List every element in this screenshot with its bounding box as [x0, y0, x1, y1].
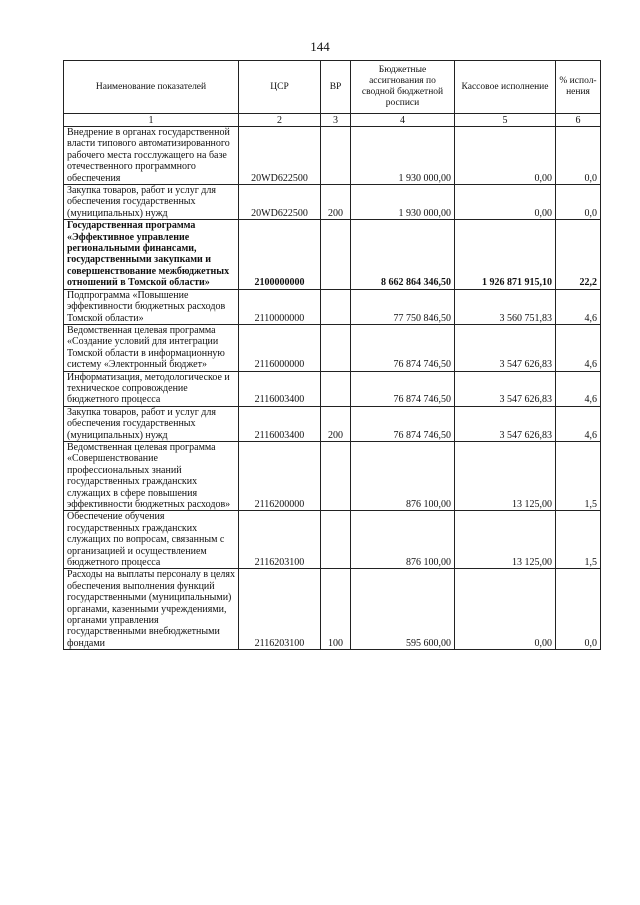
table-row [64, 511, 601, 569]
row-budget: 76 874 746,50 [351, 371, 455, 406]
row-cash: 0,00 [455, 127, 556, 185]
column-number: 3 [321, 114, 351, 127]
row-cash: 3 560 751,83 [455, 289, 556, 324]
row-cash: 13 125,00 [455, 511, 556, 569]
column-number: 1 [64, 114, 239, 127]
row-name: Ведомственная целевая программа «Создание условий для интеграции Томской области в информационную систему «Электронный бюджет» [64, 324, 239, 371]
row-budget: 77 750 846,50 [351, 289, 455, 324]
row-budget: 876 100,00 [351, 441, 455, 510]
row-percent: 4,6 [556, 406, 601, 441]
row-cash: 3 547 626,83 [455, 371, 556, 406]
table-header-row [64, 61, 601, 114]
row-budget: 1 930 000,00 [351, 127, 455, 185]
header-cash-execution: Кассовое исполнение [455, 61, 556, 114]
row-name: Подпрограмма «Повышение эффективности бюджетных расходов Томской области» [64, 289, 239, 324]
row-name: Государственная программа «Эффективное управление региональными финансами, государственными закупками и совершенствование межбюджетных отношений в Томской области» [64, 220, 239, 289]
row-percent: 1,5 [556, 441, 601, 510]
header-csr: ЦСР [239, 61, 321, 114]
row-percent: 22,2 [556, 220, 601, 289]
row-vr [321, 371, 351, 406]
table-body [64, 127, 601, 650]
row-csr: 2110000000 [239, 289, 321, 324]
header-indicator-name: Наименование показателей [64, 61, 239, 114]
table-row [64, 220, 601, 289]
row-csr: 2100000000 [239, 220, 321, 289]
table-row [64, 371, 601, 406]
table-row [64, 185, 601, 220]
row-percent: 0,0 [556, 569, 601, 650]
column-number-row [64, 114, 601, 127]
header-execution-percent: % испол-нения [556, 61, 601, 114]
column-number: 5 [455, 114, 556, 127]
row-cash: 1 926 871 915,10 [455, 220, 556, 289]
row-name: Внедрение в органах государственной власти типового автоматизированного рабочего места госслужащего на базе отечественного программного обеспечения [64, 127, 239, 185]
row-vr: 200 [321, 406, 351, 441]
row-percent: 0,0 [556, 127, 601, 185]
row-name: Расходы на выплаты персоналу в целях обеспечения выполнения функций государственными (муниципальными) органами, казенными учреждениями, органами управления государственными внебюджетными фондами [64, 569, 239, 650]
table-row [64, 127, 601, 185]
table-row [64, 324, 601, 371]
row-budget: 76 874 746,50 [351, 324, 455, 371]
page-number: 144 [310, 39, 330, 54]
row-percent: 1,5 [556, 511, 601, 569]
table-row [64, 569, 601, 650]
row-percent: 4,6 [556, 371, 601, 406]
row-name: Обеспечение обучения государственных гражданских служащих по вопросам, связанным с организацией и осуществлением бюджетного процесса [64, 511, 239, 569]
row-csr: 20WD622500 [239, 127, 321, 185]
row-name: Информатизация, методологическое и техническое сопровождение бюджетного процесса [64, 371, 239, 406]
column-number: 2 [239, 114, 321, 127]
row-name: Ведомственная целевая программа «Совершенствование профессиональных знаний государственных гражданских служащих в сфере повышения эффективности бюджетных расходов» [64, 441, 239, 510]
column-number: 4 [351, 114, 455, 127]
column-number: 6 [556, 114, 601, 127]
row-vr [321, 511, 351, 569]
table-row [64, 441, 601, 510]
row-csr: 20WD622500 [239, 185, 321, 220]
row-cash: 3 547 626,83 [455, 406, 556, 441]
row-csr: 2116200000 [239, 441, 321, 510]
row-vr [321, 324, 351, 371]
row-percent: 4,6 [556, 324, 601, 371]
row-name: Закупка товаров, работ и услуг для обеспечения государственных (муниципальных) нужд [64, 406, 239, 441]
header-budget-allocations: Бюджетные ассигнования по сводной бюджетной росписи [351, 61, 455, 114]
row-csr: 2116003400 [239, 371, 321, 406]
row-vr [321, 127, 351, 185]
row-budget: 595 600,00 [351, 569, 455, 650]
header-vr: ВР [321, 61, 351, 114]
row-percent: 4,6 [556, 289, 601, 324]
row-vr [321, 289, 351, 324]
row-budget: 8 662 864 346,50 [351, 220, 455, 289]
row-cash: 0,00 [455, 185, 556, 220]
row-vr [321, 220, 351, 289]
row-budget: 876 100,00 [351, 511, 455, 569]
row-cash: 3 547 626,83 [455, 324, 556, 371]
row-csr: 2116003400 [239, 406, 321, 441]
row-budget: 1 930 000,00 [351, 185, 455, 220]
row-csr: 2116000000 [239, 324, 321, 371]
row-vr: 100 [321, 569, 351, 650]
budget-execution-table [63, 60, 601, 650]
row-csr: 2116203100 [239, 569, 321, 650]
row-vr [321, 441, 351, 510]
row-percent: 0,0 [556, 185, 601, 220]
row-name: Закупка товаров, работ и услуг для обеспечения государственных (муниципальных) нужд [64, 185, 239, 220]
table-row [64, 406, 601, 441]
row-cash: 0,00 [455, 569, 556, 650]
row-cash: 13 125,00 [455, 441, 556, 510]
row-budget: 76 874 746,50 [351, 406, 455, 441]
row-vr: 200 [321, 185, 351, 220]
table-row [64, 289, 601, 324]
row-csr: 2116203100 [239, 511, 321, 569]
